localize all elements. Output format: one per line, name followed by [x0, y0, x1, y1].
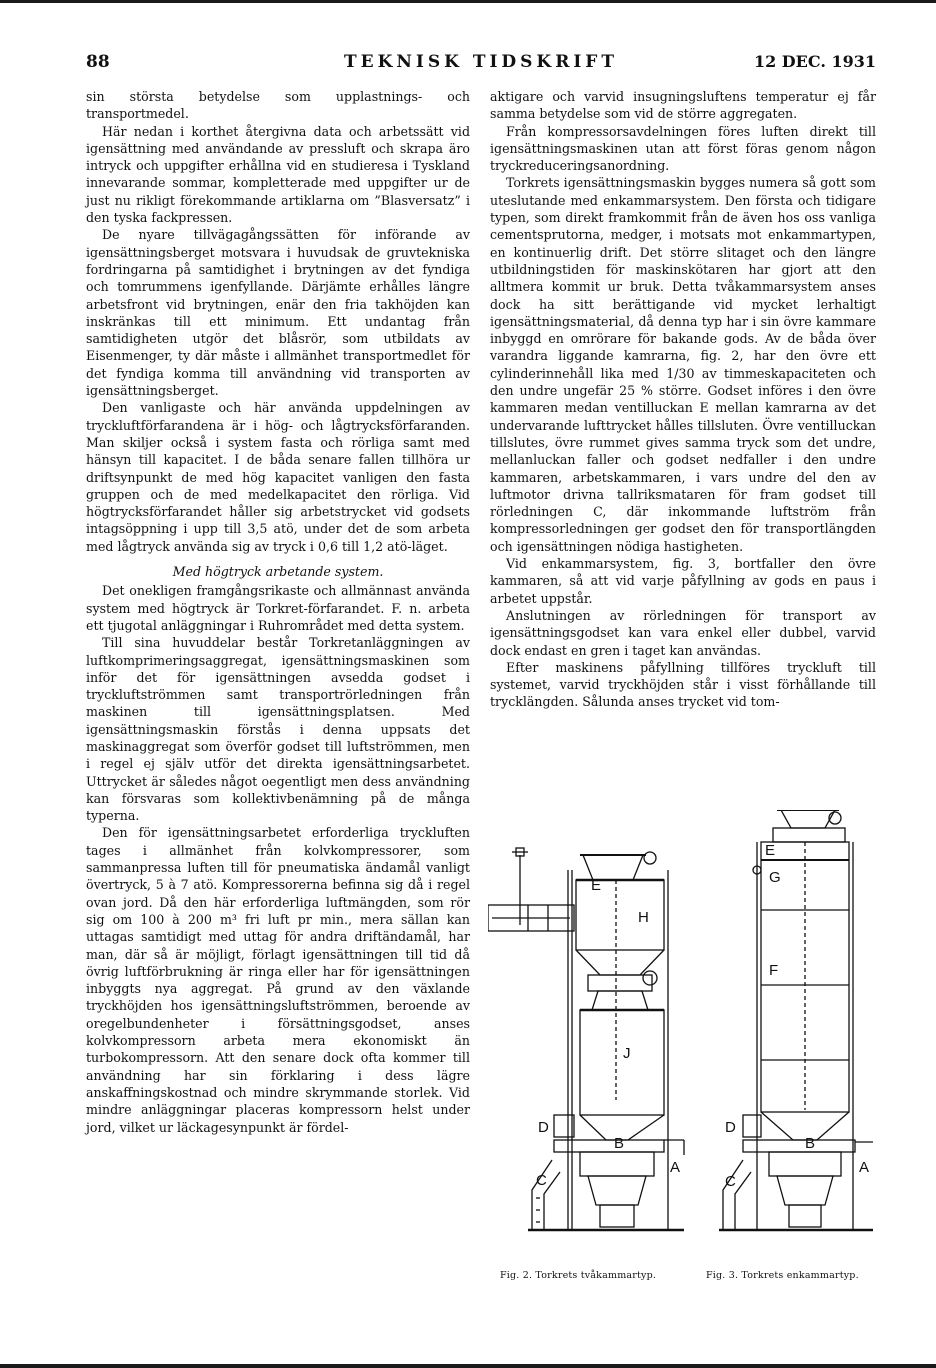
paragraph: Här nedan i korthet återgivna data och arbetssätt vid igensättning med användande av pressluft och skrapa äro intryck och uppgifter erhållna vid en studieresa i Tyskland innevarande sommar, kompletterade med uppgifter ur de just nu rikligt förekommande artiklarna om ”Blasversatz” i den tyska fackpressen.	[86, 123, 470, 226]
fig2-caption: Fig. 2. Torkrets tvåkammartyp.	[500, 1270, 657, 1281]
paragraph: sin största betydelse som upplastnings- och transportmedel.	[86, 89, 470, 122]
paragraph: Torkrets igensättningsmaskin bygges numera så gott som uteslutande med enkammarsystem. Den första och tidigare typen, som direkt framkommit från de även hos oss vanliga cementsprutorna, medger, i motsats mot enkammartypen, en kontinuerlig drift. Det större slitaget och den längre utbildningstiden för maskinskötaren har gjort att den alltmera kommit ur bruk. Detta tvåkammarsystem anses dock ha sitt berättigande vid mycket lerhaltigt igensättningsmaterial, då denna typ har i sin övre kammare inbyggd en omrörare för bakande gods. Av de båda över varandra liggande kamrarna, fig. 2, har den övre ett cylinderinnehåll lika med 1/30 av timmeskapaciteten och den undre ungefär 25 % större. Godset införes i den övre kammaren medan ventilluckan E mellan kamrarna av det undervarande lufttrycket hålles tillsluten. Övre ventilluckan tillslutes, övre rummet gives samma tryck som det undre, mellanluckan faller och godset nedfaller i den undre kammaren, arbetskammaren, i vars undre del den av luftmotor drivna tallriksmataren för fram godset till rörledningen C, där inkommande luftström från kompressorledningen ger godset den för transportlängden och igensättningen nödiga hastigheten.	[490, 175, 876, 554]
right-column	[490, 88, 876, 711]
fig2-label-C: C	[536, 1172, 547, 1189]
fig2-label-H: H	[638, 909, 649, 926]
fig3-label-B: B	[805, 1135, 816, 1152]
paragraph: Vid enkammarsystem, fig. 3, bortfaller den övre kammaren, så att vid varje påfyllning av gods en paus i arbetet uppstår.	[490, 556, 876, 606]
paragraph: Till sina huvuddelar består Torkretanläggningen av luftkomprimeringsaggregat, igensättningsmaskinen som inför det för igensättningen avsedda godset i tryckluftströmmen samt transportrörledningen från maskinen till igensättningsplatsen. Med igensättningsmaskin förstås i denna uppsats det maskinaggregat som överför godset till luftströmmen, men i regel ej själv utför det direkta igensättningsarbetet. Uttrycket är således något oegentligt men dess användning kan försvaras som kollektivbenämning på de många typerna.	[86, 635, 470, 824]
paragraph: Från kompressorsavdelningen föres luften direkt till igensättningsmaskinen utan att först föras genom någon tryckreduceringsanordning.	[490, 123, 876, 174]
fig2-label-D: D	[538, 1119, 549, 1136]
fig3-label-G: G	[769, 869, 781, 886]
paragraph: Det onekligen framgångsrikaste och allmännast använda system med högtryck är Torkret-förfarandet. F. n. arbeta ett tjugotal anläggningar i Ruhrområdet med detta system.	[86, 583, 470, 633]
fig3-caption: Fig. 3. Torkrets enkammartyp.	[706, 1270, 859, 1281]
paragraph: De nyare tillvägagångssätten för införande av igensättningsberget motsvara i huvudsak de gruvtekniska fordringarna på samtidighet i brytningen av det fyndiga och tomrummens igenfyllande. Därjämte erhålles längre arbetsfront vid brytningen, enär den fria takhöjden kan inskränkas till ett minimum. Ett undantag från samtidigheten utgör det blåsrör, som utbildats av Eisenmenger, ty där måste i allmänhet transportmedlet för det fyndiga komma till användning vid transporten av igensättningsberget.	[86, 227, 470, 399]
fig2-label-J: J	[623, 1045, 631, 1062]
fig2-two-chamber-drawing	[488, 810, 698, 1270]
fig2-label-A: A	[670, 1159, 681, 1176]
fig3-label-F: F	[769, 962, 779, 979]
fig2-label-B: B	[614, 1135, 625, 1152]
paragraph: aktigare och varvid insugningsluftens temperatur ej får samma betydelse som vid de större aggregaten.	[490, 89, 876, 122]
top-rule	[0, 0, 936, 3]
fig3-label-E: E	[765, 842, 776, 859]
fig3-label-D: D	[725, 1119, 736, 1136]
fig3-label-C: C	[725, 1173, 736, 1190]
issue-date: 12 DEC. 1931	[753, 52, 876, 71]
bottom-rule	[0, 1364, 936, 1368]
journal-title: TEKNISK TIDSKRIFT	[343, 52, 619, 72]
page-number: 88	[86, 52, 110, 72]
fig2-label-E: E	[591, 877, 602, 894]
fig3-single-chamber-drawing	[713, 810, 878, 1270]
fig3-label-A: A	[859, 1159, 870, 1176]
section-subheading: Med högtryck arbetande system.	[172, 564, 384, 580]
page-header	[86, 52, 876, 80]
paragraph: Efter maskinens påfyllning tillföres tryckluft till systemet, varvid tryckhöjden står i visst förhållande till trycklängden. Sålunda anses trycket vid tom-	[490, 659, 876, 710]
paragraph: Anslutningen av rörledningen för transport av igensättningsgodset kan vara enkel eller dubbel, varvid dock endast en gren i taget kan användas.	[490, 607, 876, 658]
figures-area	[488, 810, 880, 1310]
paragraph: Den för igensättningsarbetet erforderliga tryckluften tages i allmänhet från kolvkompressorer, som sammanpressa luften till för pneumatiska ändamål vanligt övertryck, 5 à 7 atö. Kompressorerna befinna sig då i regel ovan jord. Då den här erforderliga luftmängden, som rör sig om 100 à 200 m³ fri luft pr min., mera sällan kan uttagas samtidigt med uttag för andra driftändamål, har man, där så är möjligt, förlagt igensättningen till tid då övrig luftförbrukning är ringa eller har för igensättningen inbyggts nya aggregat. På grund av den växlande tryckhöjden hos igensättningsluftströmmen, beroende av oregelbundenheter i försättningsgodset, anses kolvkompressorn arbeta mera ekonomiskt än turbokompressorn. Att den senare dock ofta kommer till användning har sin förklaring i dess lägre anskaffningskostnad och mindre skrymmande storlek. Vid mindre anläggningar placeras kompressorn helst under jord, vilket ur läckagesynpunkt är fördel-	[86, 825, 470, 1135]
paragraph: Den vanligaste och här använda uppdelningen av tryckluftförfarandena är i hög- och lågtrycksförfaranden. Man skiljer också i system fasta och rörliga samt med hänsyn till kapacitet. I de båda senare fallen tillhöra ur driftsynpunkt de med hög kapacitet vanligen den fasta gruppen och de med medelkapacitet den rörliga. Vid högtrycksförfarandet håller sig arbetstrycket vid godsets intagsöppning i upp till 3,5 atö, under det de som arbeta med lågtryck använda sig av tryck i 0,6 till 1,2 atö-läget.	[86, 400, 470, 554]
left-column	[86, 88, 470, 1136]
